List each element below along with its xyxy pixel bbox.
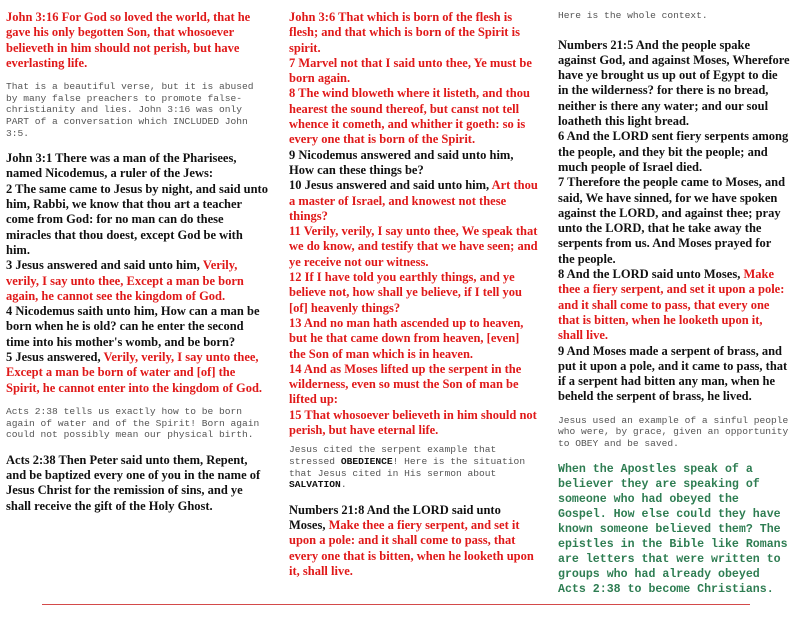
verse-3-2: 2 The same came to Jesus by night, and said unto him, Rabbi, we know that thou art a teacher come from God: for no man can do these miracles that thou doest, except God be with him. <box>6 181 268 257</box>
column-3 <box>558 10 790 597</box>
verse-3-3 <box>6 258 268 304</box>
verse-3-3-intro: 3 Jesus answered and said unto him, <box>6 258 203 273</box>
verse-3-8: 8 The wind bloweth where it listeth, and thou hearest the sound thereof, but canst not tell whence it cometh, and whither it goeth: so is every one that is born of the Spirit. <box>289 86 530 147</box>
verse-3-10-intro: 10 Jesus answered and said unto him, <box>289 178 492 193</box>
verse-3-7: 7 Marvel not that I said unto thee, Ye must be born again. <box>289 55 532 86</box>
verse-3-14: 14 And as Moses lifted up the serpent in the wilderness, even so must the Son of man be lifted up: <box>289 361 522 407</box>
commentary-serpent-end: . <box>340 479 347 491</box>
john-3-1-5-passage <box>6 151 268 396</box>
commentary-sinful-people: Jesus used an example of a sinful people who were, by grace, given an opportunity to OBEY and be saved. <box>558 414 789 449</box>
obedience-emphasis: OBEDIENCE <box>340 455 393 467</box>
verse-3-6: John 3:6 That which is born of the flesh is flesh; and that which is born of the Spirit is spirit. <box>289 10 520 55</box>
verse-21-9: 9 And Moses made a serpent of brass, and put it upon a pole, and it came to pass, that if a serpent had bitten any man, when he beheld the serpent of brass, he lived. <box>558 343 788 404</box>
verse-3-11: 11 Verily, verily, I say unto thee, We speak that we do know, and testify that we have seen; and ye receive not our witness. <box>289 224 538 269</box>
verse-21-6: 6 And the LORD sent fiery serpents among the people, and they bit the people; and much people of Israel died. <box>558 129 789 174</box>
verse-21-8 <box>558 267 790 343</box>
column-1 <box>6 10 268 524</box>
apostles-note: When the Apostles speak of a believer they are speaking of someone who had obeyed the Gospel. How else could they have known someone believed them? The epistles in the Bible like Romans are letters that were written to groups who had already obeyed Acts 2:38 to become Christians. <box>558 462 788 596</box>
numbers-21-8-words-of-lord: Make thee a fiery serpent, and set it upon a pole: and it shall come to pass, that every one that is bitten, when he looketh upon it, shall live. <box>289 517 534 578</box>
verse-21-8-words-of-lord: Make thee a fiery serpent, and set it upon a pole: and it shall come to pass, that every one that is bitten, when he looketh upon it, shall live. <box>558 267 785 343</box>
verse-3-5 <box>6 350 268 396</box>
context-intro: Here is the whole context. <box>558 10 708 21</box>
john-3-6-15-passage <box>289 10 539 438</box>
verse-3-5-intro: 5 Jesus answered, <box>6 350 104 365</box>
verse-3-4: 4 Nicodemus saith unto him, How can a man be born when he is old? can he enter the second time into his mother's womb, and be born? <box>6 304 260 349</box>
footer-divider <box>42 604 750 605</box>
commentary-serpent-part-1: Jesus cited the serpent example that stressed <box>289 444 497 467</box>
verse-21-8-intro: 8 And the LORD said unto Moses, <box>558 267 744 282</box>
verse-3-9: 9 Nicodemus answered and said unto him, How can these things be? <box>289 147 514 177</box>
verse-21-5: Numbers 21:5 And the people spake against God, and against Moses, Wherefore have ye brought us up out of Egypt to die in the wilderness? for there is no bread, neither is there any water; and our soul loatheth this light bread. <box>558 37 790 129</box>
verse-3-5-words-of-jesus: Verily, verily, I say unto thee, Except a man be born of water and [of] the Spirit, he cannot enter into the kingdom of God. <box>6 350 263 395</box>
verse-3-10-words-of-jesus: Art thou a master of Israel, and knowest not these things? <box>289 178 538 223</box>
numbers-21-5-9-passage <box>558 38 790 405</box>
john-3-16-verse: John 3:16 For God so loved the world, that he gave his only begotten Son, that whosoever believeth in him should not perish, but have everlasting life. <box>6 10 251 70</box>
verse-3-1: John 3:1 There was a man of the Pharisees, named Nicodemus, a ruler of the Jews: <box>6 151 237 181</box>
commentary-john-3-16: That is a beautiful verse, but it is abused by many false preachers to promote false-christianity and lies. John 3:16 was only PART of a conversation which INCLUDED John 3:5. <box>6 81 254 139</box>
verse-3-12: 12 If I have told you earthly things, and ye believe not, how shall ye believe, if I tell you [of] heavenly things? <box>289 270 522 315</box>
verse-21-7: 7 Therefore the people came to Moses, and said, We have sinned, for we have spoken against the LORD, and against thee; pray unto the LORD, that he take away the serpents from us. And Moses prayed for the people. <box>558 175 786 266</box>
commentary-acts: Acts 2:38 tells us exactly how to be born again of water and of the Spirit! Born again could not possibly mean our physical birth. <box>6 405 260 441</box>
commentary-serpent-part-2: ! Here is the situation that Jesus cited in His sermon about <box>289 455 526 479</box>
numbers-21-8-intro: Numbers 21:8 And the LORD said unto Moses, <box>289 502 501 532</box>
verse-3-13: 13 And no man hath ascended up to heaven, but he that came down from heaven, [even] the Son of man which is in heaven. <box>289 315 524 361</box>
column-2 <box>289 10 539 589</box>
commentary-serpent <box>289 444 539 490</box>
acts-2-38-verse: Acts 2:38 Then Peter said unto them, Repent, and be baptized every one of you in the name of Jesus Christ for the remission of sins, and ye shall receive the gift of the Holy Ghost. <box>6 452 261 513</box>
salvation-emphasis: SALVATION <box>289 479 341 491</box>
verse-3-3-words-of-jesus: Verily, verily, I say unto thee, Except a man be born again, he cannot see the kingdom of God. <box>6 258 244 303</box>
verse-3-15: 15 That whosoever believeth in him should not perish, but have eternal life. <box>289 407 537 438</box>
verse-3-10 <box>289 178 539 224</box>
numbers-21-8-verse <box>289 503 539 579</box>
